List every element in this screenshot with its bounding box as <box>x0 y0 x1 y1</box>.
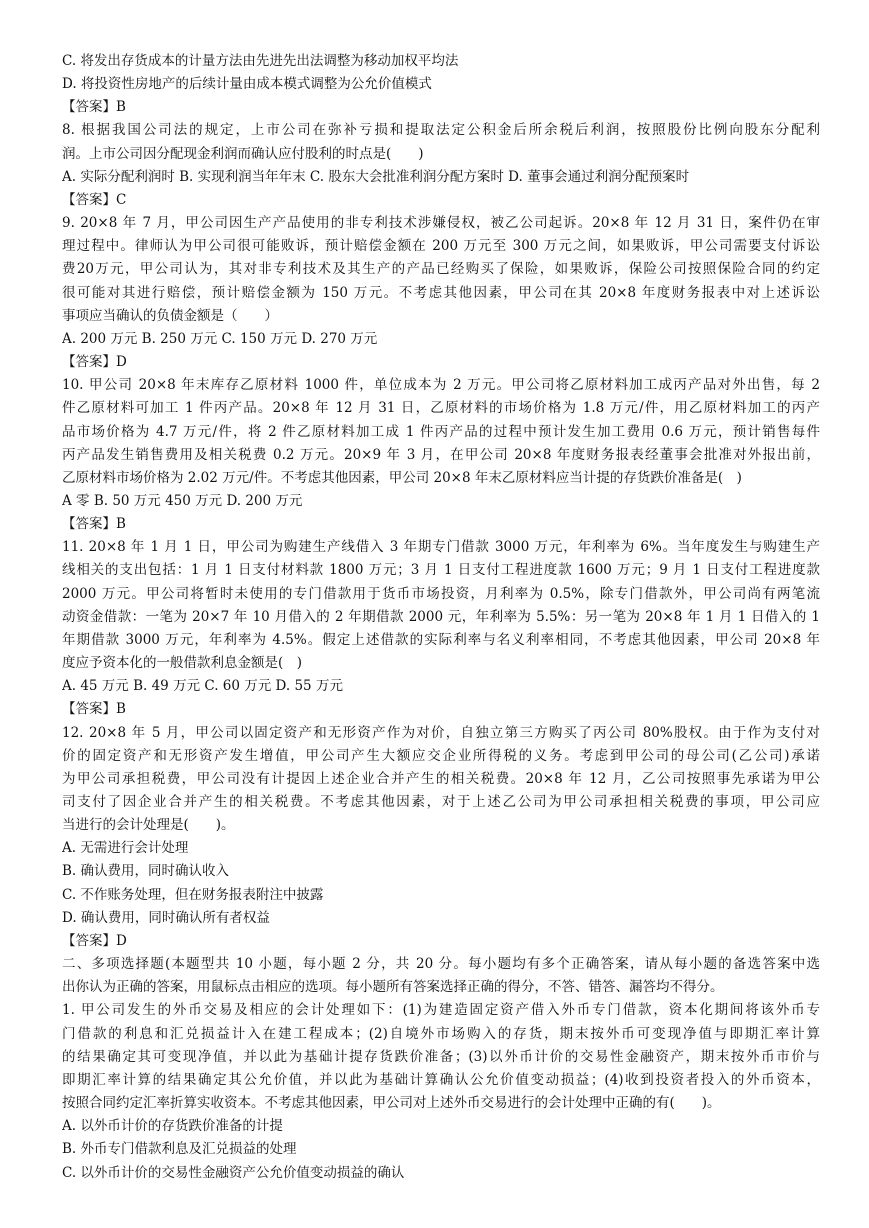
option-line: A. 无需进行会计处理 <box>62 840 189 857</box>
document-page <box>62 50 820 1185</box>
question-line: 司支付了因企业合并产生的相关税费。不考虑其他因素，对于上述乙公司为甲公司承担相关税费的事项，甲公司应 <box>62 794 820 810</box>
question-line: 很可能对其进行赔偿，预计赔偿金额为 150 万元。不考虑其他因素，甲公司在其 20×8 年度财务报表中对上述诉讼 <box>62 284 820 301</box>
question-text <box>62 212 820 328</box>
question-line: 件乙原材料可加工 1 件丙产品。20×8 年 12 月 31 日，乙原材料的市场价格为 1.8 万元/件，用乙原材料加工的丙产 <box>62 400 820 417</box>
question-line: 事项应当确认的负债金额是（ ） <box>62 307 278 324</box>
question-line: 价的固定资产和无形资产发生增值，甲公司产生大额应交企业所得税的义务。考虑到甲公司的母公司(乙公司)承诺 <box>62 747 820 764</box>
option-line: B. 确认费用，同时确认收入 <box>62 863 230 880</box>
option-line: A. 以外币计价的存货跌价准备的计提 <box>62 1118 283 1135</box>
question-text <box>62 722 820 838</box>
question-line: 二、多项选择题(本题型共 10 小题，每小题 2 分，共 20 分。每小题均有多个正确答案，请从每小题的备选答案中选 <box>62 956 820 973</box>
answer-line: 【答案】D <box>62 932 127 949</box>
option-line: C. 不作账务处理，但在财务报表附注中披露 <box>62 886 324 903</box>
option-line: C. 将发出存货成本的计量方法由先进先出法调整为移动加权平均法 <box>62 53 459 69</box>
question-line: 线相关的支出包括：1 月 1 日支付材料款 1800 万元；3 月 1 日支付工程进度款 1600 万元；9 月 1 日支付工程进度款 <box>62 562 820 579</box>
answer-line: 【答案】B <box>62 701 126 718</box>
question-text <box>62 999 820 1115</box>
option-line: A. 45 万元 B. 49 万元 C. 60 万元 D. 55 万元 <box>62 678 343 695</box>
question-line: 11. 20×8 年 1 月 1 日，甲公司为购建生产线借入 3 年期专门借款 3000 万元，年利率为 6%。当年度发生与购建生产 <box>62 539 820 556</box>
question-line: 动资金借款：一笔为 20×7 年 10 月借入的 2 年期借款 2000 元，年利率为 5.5%：另一笔为 20×8 年 1 月 1 日借入的 1 <box>62 608 820 625</box>
answer-line: 【答案】D <box>62 354 127 371</box>
question-line: 丙产品发生销售费用及相关税费 0.2 万元。20×9 年 3 月，在甲公司 20×8 年度财务报表经董事会批准对外报出前， <box>62 446 820 463</box>
question-line: 当进行的会计处理是( )。 <box>62 817 235 834</box>
question-line: 按照合同约定汇率折算实收资本。不考虑其他因素，甲公司对上述外币交易进行的会计处理中正确的有( )。 <box>62 1095 721 1112</box>
question-line: 润。上市公司因分配现金利润而确认应付股利的时点是( ) <box>62 145 424 162</box>
question-text <box>62 536 820 675</box>
answer-line: 【答案】C <box>62 191 127 208</box>
question-line: 8. 根据我国公司法的规定，上市公司在弥补亏损和提取法定公积金后所余税后利润，按照股份比例向股东分配利 <box>62 122 820 139</box>
answer-line: 【答案】B <box>62 99 126 116</box>
option-line: A. 实际分配利润时 B. 实现利润当年年末 C. 股东大会批准利润分配方案时 D. 董事会通过利润分配预案时 <box>62 168 690 185</box>
option-line: D. 将投资性房地产的后续计量由成本模式调整为公允价值模式 <box>62 76 432 93</box>
question-line: 10. 甲公司 20×8 年末库存乙原材料 1000 件，单位成本为 2 万元。甲公司将乙原材料加工成丙产品对外出售，每 2 <box>62 377 820 394</box>
question-text <box>62 119 820 165</box>
option-line: A. 200 万元 B. 250 万元 C. 150 万元 D. 270 万元 <box>62 330 378 347</box>
answer-line: 【答案】B <box>62 516 126 533</box>
question-line: 理过程中。律师认为甲公司很可能败诉，预计赔偿金额在 200 万元至 300 万元之间，如果败诉，甲公司需要支付诉讼 <box>62 238 820 255</box>
question-line: 品市场价格为 4.7 万元/件，将 2 件乙原材料加工成 1 件丙产品的过程中预计发生加工费用 0.6 万元，预计销售每件 <box>62 423 820 440</box>
question-line: 出你认为正确的答案，用鼠标点击相应的选项。每小题所有答案选择正确的得分，不答、错答、漏答均不得分。 <box>62 979 724 996</box>
question-line: 为甲公司承担税费，甲公司没有计提因上述企业合并产生的相关税费。20×8 年 12 月，乙公司按照事先承诺为甲公 <box>62 770 820 787</box>
question-line: 年期借款 3000 万元，年利率为 4.5%。假定上述借款的实际利率与名义利率相同，不考虑其他因素，甲公司 20×8 年 <box>62 631 820 648</box>
question-line: 9. 20×8 年 7 月，甲公司因生产产品使用的非专利技术涉嫌侵权，被乙公司起诉。20×8 年 12 月 31 日，案件仍在审 <box>62 215 820 232</box>
question-line: 即期汇率计算的结果确定其公允价值，并以此为基础计算确认公允价值变动损益；(4)收到投资者投入的外币资本， <box>62 1071 820 1088</box>
question-text <box>62 953 820 999</box>
question-line: 12. 20×8 年 5 月，甲公司以固定资产和无形资产作为对价，自独立第三方购买了丙公司 80%股权。由于作为支付对 <box>62 724 820 741</box>
question-line: 1. 甲公司发生的外币交易及相应的会计处理如下：(1)为建造固定资产借入外币专门借款，资本化期间将该外币专 <box>62 1002 820 1019</box>
option-line: C. 以外币计价的交易性金融资产公允价值变动损益的确认 <box>62 1164 405 1181</box>
question-line: 的结果确定其可变现净值，并以此为基础计提存货跌价准备；(3)以外币计价的交易性金融资产，期末按外币市价与 <box>62 1048 820 1065</box>
option-line: B. 外币专门借款利息及汇兑损益的处理 <box>62 1141 297 1158</box>
question-text <box>62 374 820 490</box>
question-line: 2000 万元。甲公司将暂时未使用的专门借款用于货币市场投资，月利率为 0.5%，除专门借款外，甲公司尚有两笔流 <box>62 585 820 602</box>
question-line: 度应予资本化的一般借款利息金额是( ) <box>62 655 303 672</box>
option-line: A 零 B. 50 万元 450 万元 D. 200 万元 <box>62 492 303 509</box>
option-line: D. 确认费用，同时确认所有者权益 <box>62 909 270 926</box>
question-line: 费20万元，甲公司认为，其对非专利技术及其生产的产品已经购买了保险，如果败诉，保险公司按照保险合同的约定 <box>62 261 820 278</box>
question-line: 门借款的利息和汇兑损益计入在建工程成本；(2)自境外市场购入的存货，期末按外币可变现净值与即期汇率计算 <box>62 1025 820 1042</box>
question-line: 乙原材料市场价格为 2.02 万元/件。不考虑其他因素，甲公司 20×8 年末乙原材料应当计提的存货跌价准备是( ) <box>62 469 742 486</box>
